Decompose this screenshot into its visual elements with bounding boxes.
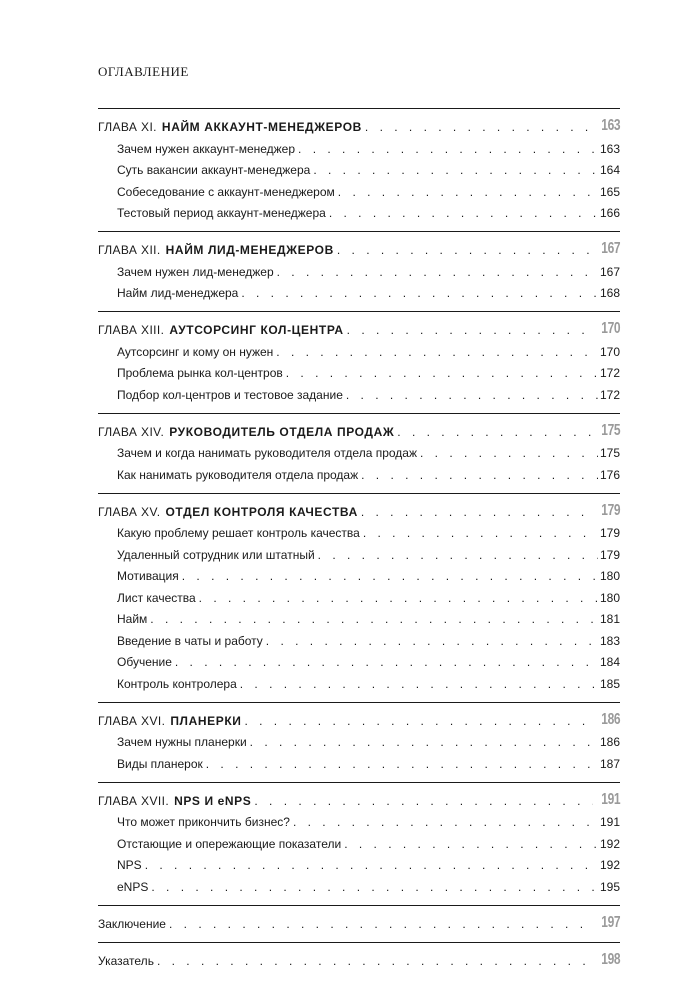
dot-leader xyxy=(250,735,598,749)
section-page-number: 185 xyxy=(599,676,620,691)
dot-leader xyxy=(199,591,598,605)
section-title: Найм xyxy=(117,612,148,626)
chapter-block xyxy=(98,108,620,220)
chapter-heading xyxy=(98,714,241,728)
section-entry[interactable] xyxy=(98,808,620,830)
dot-leader xyxy=(344,837,598,851)
section-page-number: 184 xyxy=(599,655,620,669)
section-title: Собеседование с аккаунт-менеджером xyxy=(117,184,335,199)
section-page-number: 176 xyxy=(599,467,620,482)
section-page-number: 165 xyxy=(599,184,620,199)
section-entry[interactable] xyxy=(98,562,620,584)
back-matter-block xyxy=(98,942,620,968)
section-entry[interactable] xyxy=(98,134,620,156)
section-title: Зачем нужен аккаунт-менеджер xyxy=(117,141,296,156)
section-entry[interactable] xyxy=(98,156,620,178)
chapter-block xyxy=(98,231,620,300)
back-matter-entry[interactable] xyxy=(98,945,620,968)
section-title: Как нанимать руководителя отдела продаж xyxy=(117,467,359,482)
chapter-entry[interactable] xyxy=(98,234,620,257)
section-title: Аутсорсинг и кому он нужен xyxy=(117,344,274,359)
dot-leader xyxy=(145,858,598,872)
section-title: Обучение xyxy=(117,655,172,669)
chapter-entry[interactable] xyxy=(98,111,620,134)
section-page-number: 187 xyxy=(599,756,620,771)
section-page-number: 167 xyxy=(599,264,620,279)
section-page-number: 175 xyxy=(599,446,620,460)
section-entry[interactable] xyxy=(98,199,620,221)
dot-leader xyxy=(286,366,598,380)
chapter-page-number: 175 xyxy=(601,421,620,439)
section-title: Подбор кол-центров и тестовое задание xyxy=(117,387,343,402)
chapter-block xyxy=(98,702,620,771)
chapter-page-number: 163 xyxy=(601,117,620,134)
section-entry[interactable] xyxy=(98,257,620,279)
chapter-label: ГЛАВА XV. xyxy=(98,504,161,519)
dot-leader xyxy=(420,446,598,460)
section-entry[interactable] xyxy=(98,439,620,461)
section-page-number: 170 xyxy=(599,344,620,359)
section-entry[interactable] xyxy=(98,177,620,199)
dot-leader xyxy=(337,243,593,257)
dot-leader xyxy=(182,569,598,583)
section-entry[interactable] xyxy=(98,749,620,771)
section-entry[interactable] xyxy=(98,279,620,301)
chapter-heading xyxy=(98,794,251,808)
dot-leader xyxy=(318,548,598,562)
section-title: eNPS xyxy=(117,879,149,894)
dot-leader xyxy=(151,880,598,894)
chapter-title: РУКОВОДИТЕЛЬ ОТДЕЛА ПРОДАЖ xyxy=(169,424,395,439)
chapter-block xyxy=(98,782,620,894)
dot-leader xyxy=(157,954,593,968)
section-entry[interactable] xyxy=(98,337,620,359)
section-page-number: 192 xyxy=(599,836,620,851)
dot-leader xyxy=(241,286,598,300)
dot-leader xyxy=(347,323,593,337)
section-title: Зачем нужны планерки xyxy=(117,735,247,749)
dot-leader xyxy=(244,714,592,728)
section-title: Что может прикончить бизнес? xyxy=(117,815,290,829)
section-entry[interactable] xyxy=(98,829,620,851)
section-title: Удаленный сотрудник или штатный xyxy=(117,547,315,562)
chapter-block xyxy=(98,493,620,691)
dot-leader xyxy=(150,612,598,626)
chapter-heading xyxy=(98,120,362,134)
dot-leader xyxy=(365,120,593,134)
section-title: Контроль контролера xyxy=(117,676,237,691)
section-entry[interactable] xyxy=(98,851,620,873)
chapter-page-number: 179 xyxy=(601,501,620,519)
section-title: Найм лид-менеджера xyxy=(117,286,239,300)
chapter-label: ГЛАВА XIII. xyxy=(98,323,165,337)
section-page-number: 163 xyxy=(599,141,620,156)
section-page-number: 172 xyxy=(599,387,620,402)
section-entry[interactable] xyxy=(98,728,620,750)
chapter-entry[interactable] xyxy=(98,785,620,808)
section-entry[interactable] xyxy=(98,605,620,627)
chapter-entry[interactable] xyxy=(98,416,620,439)
section-title: Суть вакансии аккаунт-менеджера xyxy=(117,163,311,177)
back-matter-list xyxy=(98,905,620,968)
chapter-page-number: 191 xyxy=(601,790,620,808)
section-entry[interactable] xyxy=(98,626,620,648)
back-matter-title: Заключение xyxy=(98,916,166,931)
chapter-label: ГЛАВА XII. xyxy=(98,243,161,257)
section-entry[interactable] xyxy=(98,648,620,670)
section-title: Зачем нужен лид-менеджер xyxy=(117,264,274,279)
chapter-block xyxy=(98,311,620,402)
chapter-block xyxy=(98,413,620,482)
section-entry[interactable] xyxy=(98,583,620,605)
section-page-number: 166 xyxy=(599,206,620,220)
page-header: ОГЛАВЛЕНИЕ xyxy=(98,64,189,79)
dot-leader xyxy=(397,425,593,439)
section-page-number: 180 xyxy=(599,569,620,583)
section-page-number: 181 xyxy=(599,612,620,626)
dot-leader xyxy=(276,345,598,359)
chapter-title: НАЙМ АККАУНТ-МЕНЕДЖЕРОВ xyxy=(161,120,362,134)
section-title: Зачем и когда нанимать руководителя отдела продаж xyxy=(117,446,417,460)
section-page-number: 179 xyxy=(599,547,620,562)
section-title: Проблема рынка кол-центров xyxy=(117,366,283,380)
dot-leader xyxy=(313,163,598,177)
chapter-heading xyxy=(98,243,334,257)
dot-leader xyxy=(293,815,598,829)
chapter-page-number: 186 xyxy=(601,710,620,728)
chapter-title: НАЙМ ЛИД-МЕНЕДЖЕРОВ xyxy=(165,243,334,257)
chapter-title: ПЛАНЕРКИ xyxy=(170,713,242,728)
chapter-entry[interactable] xyxy=(98,705,620,728)
chapter-title: ОТДЕЛ КОНТРОЛЯ КАЧЕСТВА xyxy=(165,504,358,519)
section-page-number: 191 xyxy=(599,815,620,829)
chapter-page-number: 170 xyxy=(601,320,620,337)
section-page-number: 186 xyxy=(599,735,620,749)
section-entry[interactable] xyxy=(98,669,620,691)
section-title: Виды планерок xyxy=(117,756,203,771)
section-title: Введение в чаты и работу xyxy=(117,633,263,648)
section-entry[interactable] xyxy=(98,540,620,562)
back-matter-title: Указатель xyxy=(98,953,154,968)
chapter-entry[interactable] xyxy=(98,314,620,337)
section-page-number: 168 xyxy=(599,286,620,300)
dot-leader xyxy=(266,634,598,648)
section-page-number: 192 xyxy=(599,858,620,872)
section-page-number: 183 xyxy=(599,633,620,648)
section-title: Отстающие и опережающие показатели xyxy=(117,836,342,851)
section-page-number: 180 xyxy=(599,590,620,605)
chapter-label: ГЛАВА XVI. xyxy=(98,713,166,728)
section-title: Мотивация xyxy=(117,569,179,583)
dot-leader xyxy=(175,655,598,669)
dot-leader xyxy=(363,526,598,540)
section-entry[interactable] xyxy=(98,359,620,381)
section-title: Тестовый период аккаунт-менеджера xyxy=(117,206,326,220)
section-page-number: 179 xyxy=(599,526,620,540)
section-title: Какую проблему решает контроль качества xyxy=(117,526,360,540)
section-entry[interactable] xyxy=(98,872,620,894)
back-matter-entry[interactable] xyxy=(98,908,620,931)
chapter-label: ГЛАВА XI. xyxy=(98,120,157,134)
table-of-contents xyxy=(98,108,620,968)
back-matter-page-number: 198 xyxy=(601,950,620,968)
dot-leader xyxy=(361,468,598,482)
section-entry[interactable] xyxy=(98,519,620,541)
chapter-list xyxy=(98,108,620,894)
section-page-number: 164 xyxy=(599,163,620,177)
section-title: NPS xyxy=(117,858,142,872)
section-entry[interactable] xyxy=(98,460,620,482)
dot-leader xyxy=(277,265,598,279)
back-matter-block xyxy=(98,905,620,931)
dot-leader xyxy=(346,388,598,402)
back-matter-page-number: 197 xyxy=(601,913,620,931)
dot-leader xyxy=(361,505,593,519)
chapter-page-number: 167 xyxy=(601,240,620,257)
chapter-label: ГЛАВА XIV. xyxy=(98,424,165,439)
section-title: Лист качества xyxy=(117,590,196,605)
chapter-title: АУТСОРСИНГ КОЛ-ЦЕНТРА xyxy=(169,323,344,337)
dot-leader xyxy=(298,142,598,156)
section-page-number: 172 xyxy=(599,366,620,380)
chapter-heading xyxy=(98,505,358,519)
dot-leader xyxy=(254,794,592,808)
chapter-label: ГЛАВА XVII. xyxy=(98,793,170,808)
dot-leader xyxy=(329,206,598,220)
section-entry[interactable] xyxy=(98,380,620,402)
dot-leader xyxy=(240,677,598,691)
dot-leader xyxy=(169,917,593,931)
dot-leader xyxy=(338,185,598,199)
section-page-number: 195 xyxy=(599,879,620,894)
dot-leader xyxy=(206,757,598,771)
chapter-heading xyxy=(98,323,344,337)
chapter-heading xyxy=(98,425,394,439)
chapter-title: NPS И eNPS xyxy=(174,793,252,808)
chapter-entry[interactable] xyxy=(98,496,620,519)
